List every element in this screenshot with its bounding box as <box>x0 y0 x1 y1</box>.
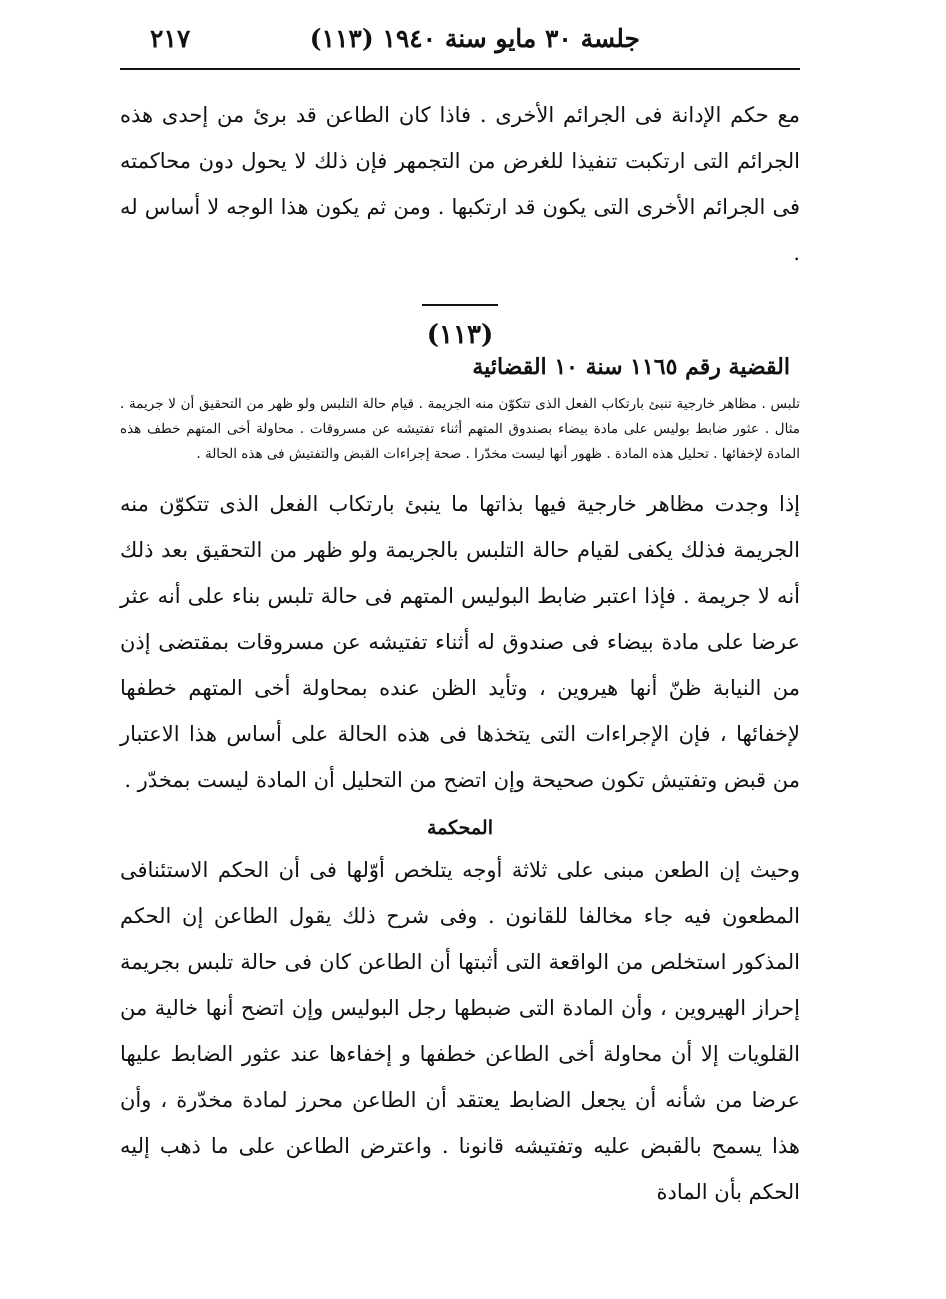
intro-paragraph: مع حكم الإدانة فى الجرائم الأخرى . فاذا كان الطاعن قد برئ من إحدى هذه الجرائم التى ارتكبت تنفيذا للغرض من التجمهر فإن ذلك لا يحول دون محاكمته فى الجرائم الأخرى التى يكون قد ارتكبها . ومن ثم يكون هذا الوجه لا أساس له . <box>120 103 800 265</box>
case-reference: القضية رقم ١١٦٥ سنة ١٠ القضائية <box>472 354 790 380</box>
page-header <box>120 20 800 68</box>
document-page <box>120 20 800 1215</box>
page-number: ٢١٧ <box>150 24 191 53</box>
headnote: تلبس . مظاهر خارجية تنبئ بارتكاب الفعل الذى تتكوّن منه الجريمة . قيام حالة التلبس ولو ظهر من التحقيق أن لا جريمة . مثال . عثور ضابط بوليس على مادة بيضاء بصندوق المتهم أثناء تفتيشه عن مسروقات . محاولة أخى المتهم خطف هذه المادة لإخفائها . تحليل هذه المادة . ظهور أنها ليست مخدّرا . صحة إجراءات القبض والتفتيش فى هذه الحالة . <box>120 396 800 462</box>
holding-paragraph: إذا وجدت مظاهر خارجية فيها بذاتها ما ينبئ بارتكاب الفعل الذى تتكوّن منه الجريمة فذلك يكفى لقيام حالة التلبس بالجريمة ولو ظهر من التحقيق بعد ذلك أنه لا جريمة . فإذا اعتبر ضابط البوليس المتهم فى حالة تلبس بناء على أنه عثر عرضا على مادة بيضاء فى صندوق له أثناء تفتيشه عن مسروقات بمقتضى إذن من النيابة ظنّ أنها هيروين ، وتأيد الظن عنده بمحاولة أخى المتهم خطفها لإخفائها ، فإن الإجراءات التى يتخذها فى هذه الحالة على أساس هذا الاعتبار من قبض وتفتيش تكون صحيحة وإن اتضح من التحليل أن المادة ليست بمخدّر . <box>120 492 800 792</box>
section-divider <box>422 304 498 306</box>
session-date: جلسة ٣٠ مايو سنة ١٩٤٠ (١١٣) <box>309 24 640 53</box>
header-divider <box>120 68 800 70</box>
case-number: (١١٣) <box>426 320 494 350</box>
court-title: المحكمة <box>427 817 493 839</box>
court-paragraph: وحيث إن الطعن مبنى على ثلاثة أوجه يتلخص أوّلها فى أن الحكم الاستئنافى المطعون فيه جاء مخالفا للقانون . وفى شرح ذلك يقول الطاعن إن الحكم المذكور استخلص من الواقعة التى أثبتها أن الطاعن كان فى حالة تلبس بجريمة إحراز الهيروين ، وأن المادة التى ضبطها رجل البوليس وإن اتضح أنها خالية من القلويات إلا أن محاولة أخى الطاعن خطفها و إخفاءها عند عثور الضابط عليها عرضا من شأنه أن يجعل الضابط يعتقد أن الطاعن محرز لمادة مخدّرة ، وأن هذا يسمح بالقبض عليه وتفتيشه قانونا . واعترض الطاعن على ما ذهب إليه الحكم بأن المادة <box>120 858 800 1204</box>
